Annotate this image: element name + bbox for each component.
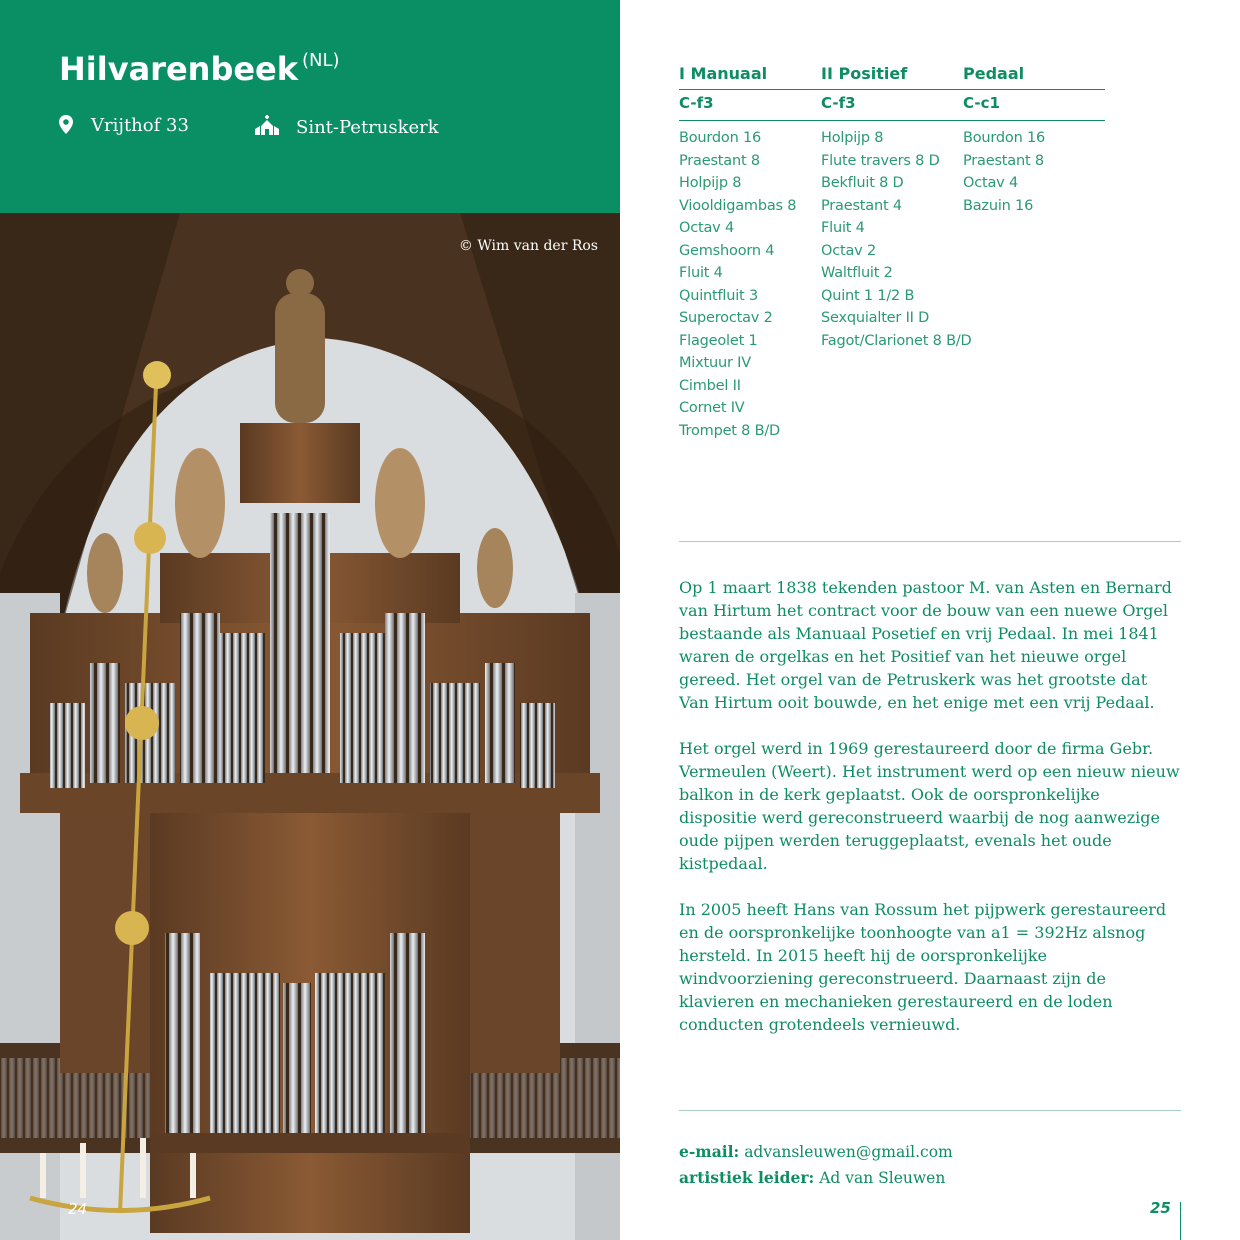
range-manuaal: C-f3: [679, 94, 714, 112]
stop-item: Praestant 8: [963, 152, 1044, 169]
page-title: [59, 50, 340, 88]
church-icon: [254, 114, 280, 141]
email-value[interactable]: advansleuwen@gmail.com: [744, 1143, 953, 1161]
right-page: [620, 0, 1240, 1240]
range-pedaal: C-c1: [963, 94, 1000, 112]
stop-item: Superoctav 2: [679, 310, 773, 326]
leader-label: artistiek leider:: [679, 1168, 815, 1187]
disposition-range-row: [679, 90, 1105, 121]
disposition-header-row: [679, 64, 1105, 90]
stop-item: Bourdon 16: [679, 130, 762, 146]
stop-item: Waltfluit 2: [821, 265, 893, 281]
contact-block: [679, 1139, 953, 1191]
stop-item: Holpijp 8: [821, 130, 884, 146]
email-label: e-mail:: [679, 1142, 740, 1161]
stops-positief: [821, 127, 972, 442]
stop-item: Bourdon 16: [963, 130, 1046, 146]
stop-item: Gemshoorn 4: [679, 242, 775, 259]
stop-item: Fluit 4: [679, 265, 723, 281]
stop-item: Cimbel II: [679, 377, 741, 394]
disposition-stops: [679, 127, 1105, 442]
stop-item: Fagot/Clarionet 8 B/D: [821, 332, 972, 349]
leader-value: Ad van Sleuwen: [819, 1169, 946, 1187]
stop-item: Flute travers 8 D: [821, 152, 940, 169]
page-number-right: 25: [1150, 1199, 1171, 1217]
stops-pedaal: [963, 127, 1105, 442]
organ-photo: [0, 213, 620, 1240]
stop-item: Praestant 4: [821, 197, 902, 214]
disposition-table: [679, 64, 1105, 442]
range-positief: C-f3: [821, 94, 856, 112]
column-header-pedaal: Pedaal: [963, 64, 1025, 83]
stop-item: Bazuin 16: [963, 197, 1034, 214]
stop-item: Praestant 8: [679, 152, 760, 169]
address-row: [57, 114, 189, 136]
header-band: [0, 0, 620, 213]
paragraph: Het orgel werd in 1969 gerestaureerd door de firma Gebr. Vermeulen (Weert). Het instrument werd op een nieuw nieuw balkon in de kerk geplaatst. Ook de oorspronkelijke dispositie werd gereconstrueerd waarbij de nog aanwezige oude pijpen werden teruggeplaatst, evenals het oude kistpedaal.: [679, 739, 1180, 873]
stops-manuaal: [679, 127, 821, 442]
country-code: (NL): [302, 50, 340, 71]
stop-item: Flageolet 1: [679, 332, 758, 349]
stop-item: Octav 4: [679, 220, 734, 236]
paragraph: Op 1 maart 1838 tekenden pastoor M. van Asten en Bernard van Hirtum het contract voor de bouw van een nuewe Orgel bestaande als Manuaal Posetief en vrij Pedaal. In mei 1841 waren de orgelkas en het Positief van het nieuwe orgel gereed. Het orgel van de Petruskerk was het grootste dat Van Hirtum ooit bouwde, en het enige met een vrij Pedaal.: [679, 578, 1172, 712]
history-text: [679, 576, 1181, 1059]
stop-item: Mixtuur IV: [679, 355, 751, 371]
divider-top: [679, 541, 1181, 542]
divider-bottom: [679, 1110, 1181, 1111]
address-text: Vrijthof 33: [91, 114, 189, 136]
title-text: Hilvarenbeek: [59, 50, 299, 88]
stop-item: Cornet IV: [679, 400, 745, 416]
paragraph: In 2005 heeft Hans van Rossum het pijpwerk gerestaureerd en de oorspronkelijke toonhoogte van a1 = 392Hz alsnog hersteld. In 2015 heeft hij de oorspronkelijke windvoorziening gereconstrueerd. Daarnaast zijn de klavieren en mechanieken gerestaureerd en de loden conducten grotendeels vernieuwd.: [679, 900, 1167, 1034]
stop-item: Trompet 8 B/D: [679, 422, 781, 439]
church-row: [254, 114, 439, 141]
map-pin-icon: [57, 114, 77, 136]
photo-credit: © Wim van der Ros: [458, 238, 598, 254]
stop-item: Holpijp 8: [679, 175, 742, 191]
stop-item: Quintfluit 3: [679, 287, 758, 304]
leader-line: [679, 1165, 953, 1191]
stop-item: Sexquialter II D: [821, 310, 930, 326]
email-line: [679, 1139, 953, 1165]
stop-item: Quint 1 1/2 B: [821, 287, 915, 304]
column-header-positief: II Positief: [821, 64, 908, 83]
stop-item: Fluit 4: [821, 220, 865, 236]
column-header-manuaal: I Manuaal: [679, 64, 768, 83]
stop-item: Viooldigambas 8: [679, 197, 797, 214]
stop-item: Octav 2: [821, 242, 876, 259]
page-number-left: 24: [68, 1200, 88, 1218]
page-edge-line: [1180, 1202, 1181, 1240]
stop-item: Bekfluit 8 D: [821, 175, 904, 191]
church-text: Sint-Petruskerk: [296, 117, 439, 138]
stop-item: Octav 4: [963, 175, 1018, 191]
